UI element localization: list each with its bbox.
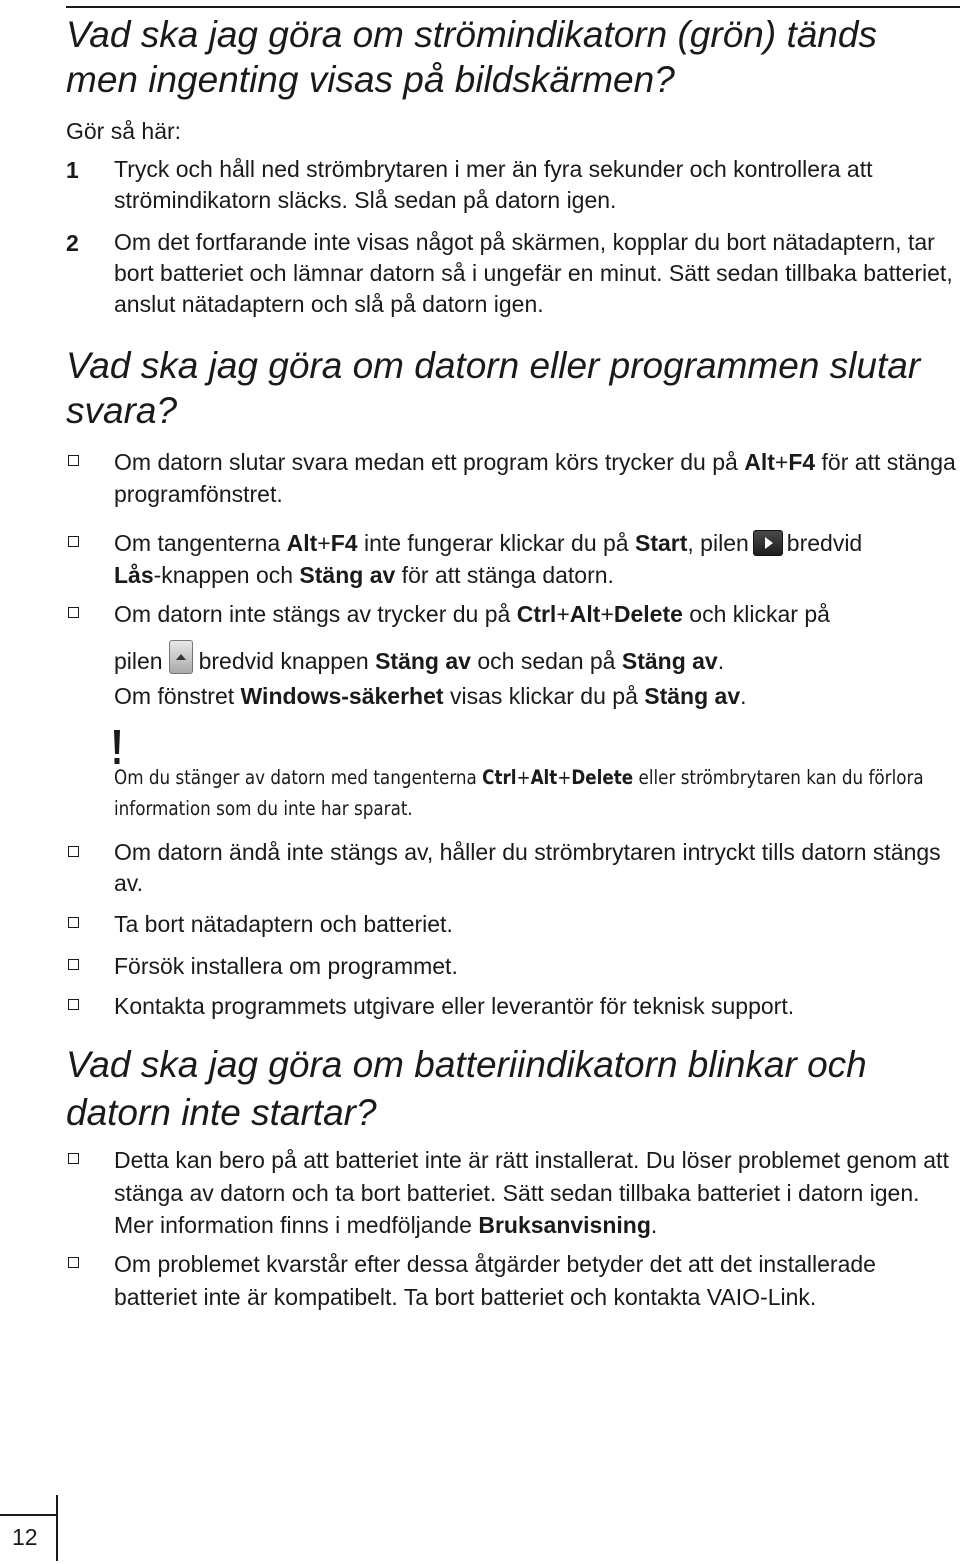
step-text: Om det fortfarande inte visas något på skärmen, kopplar du bort nätadaptern, tar bort batteriet och lämnar datorn så i ungefär en minut. Sätt sedan tillbaka batteriet, anslut nätadaptern och slå på datorn igen.: [114, 229, 953, 317]
up-arrow-icon: [169, 640, 193, 674]
top-rule: [66, 6, 960, 8]
checkbox-bullet-icon: [68, 846, 79, 857]
page-number: 12: [12, 1524, 38, 1550]
notice-text: Om du stänger av datorn med tangenterna Ctrl+Alt+Delete eller strömbrytaren kan du förlora information som du inte har sparat.: [114, 766, 924, 820]
right-arrow-icon: [753, 530, 783, 556]
checkbox-bullet-icon: [68, 959, 79, 970]
list-item-text: Om tangenterna Alt+F4 inte fungerar klickar du på Start, pilen bredvid Lås-knappen och Stäng av för att stänga datorn.: [114, 530, 863, 588]
exclamation-icon: [112, 730, 122, 766]
checkbox-bullet-icon: [68, 536, 79, 547]
list-item-text: Om datorn ändå inte stängs av, håller du strömbrytaren intryckt tills datorn stängs av.: [114, 839, 941, 896]
heading-computer-not-responding: Vad ska jag göra om datorn eller programmen slutar svara?: [66, 345, 921, 431]
list-item-text: Kontakta programmets utgivare eller leverantör för teknisk support.: [114, 993, 795, 1019]
step-text: Tryck och håll ned strömbrytaren i mer än fyra sekunder och kontrollera att strömindikatorn släcks. Slå sedan på datorn igen.: [114, 156, 873, 213]
intro-text: Gör så här:: [66, 118, 182, 144]
list-item-text: Om problemet kvarstår efter dessa åtgärder betyder det att det installerade batteriet inte är kompatibelt. Ta bort batteriet och kontakta VAIO-Link.: [114, 1251, 876, 1310]
footer-divider: [56, 1495, 58, 1561]
step-number: 2: [66, 230, 79, 256]
checkbox-bullet-icon: [68, 607, 79, 618]
step-number: 1: [66, 157, 79, 183]
list-item-text: Ta bort nätadaptern och batteriet.: [114, 911, 453, 937]
list-item-text: Detta kan bero på att batteriet inte är rätt installerat. Du löser problemet genom att stänga av datorn och ta bort batteriet. Sätt sedan tillbaka batteriet i datorn igen. Mer information finns i medföljande Bruksanvisning.: [114, 1147, 949, 1238]
list-item-text: Försök installera om programmet.: [114, 953, 458, 979]
checkbox-bullet-icon: [68, 917, 79, 928]
checkbox-bullet-icon: [68, 999, 79, 1010]
footer-rule: [0, 1514, 57, 1516]
list-item-text: Om datorn slutar svara medan ett program körs trycker du på Alt+F4 för att stänga programfönstret.: [114, 449, 956, 507]
heading-power-indicator: Vad ska jag göra om strömindikatorn (grön) tänds men ingenting visas på bildskärmen?: [66, 14, 877, 100]
checkbox-bullet-icon: [68, 1257, 79, 1268]
heading-battery-indicator: Vad ska jag göra om batteriindikatorn blinkar och datorn inte startar?: [66, 1044, 867, 1133]
checkbox-bullet-icon: [68, 455, 79, 466]
list-item-text: Om datorn inte stängs av trycker du på Ctrl+Alt+Delete och klickar på pilen bredvid knappen Stäng av och sedan på Stäng av. Om fönstret Windows-säkerhet visas klickar du på Stäng av.: [114, 601, 830, 709]
checkbox-bullet-icon: [68, 1153, 79, 1164]
